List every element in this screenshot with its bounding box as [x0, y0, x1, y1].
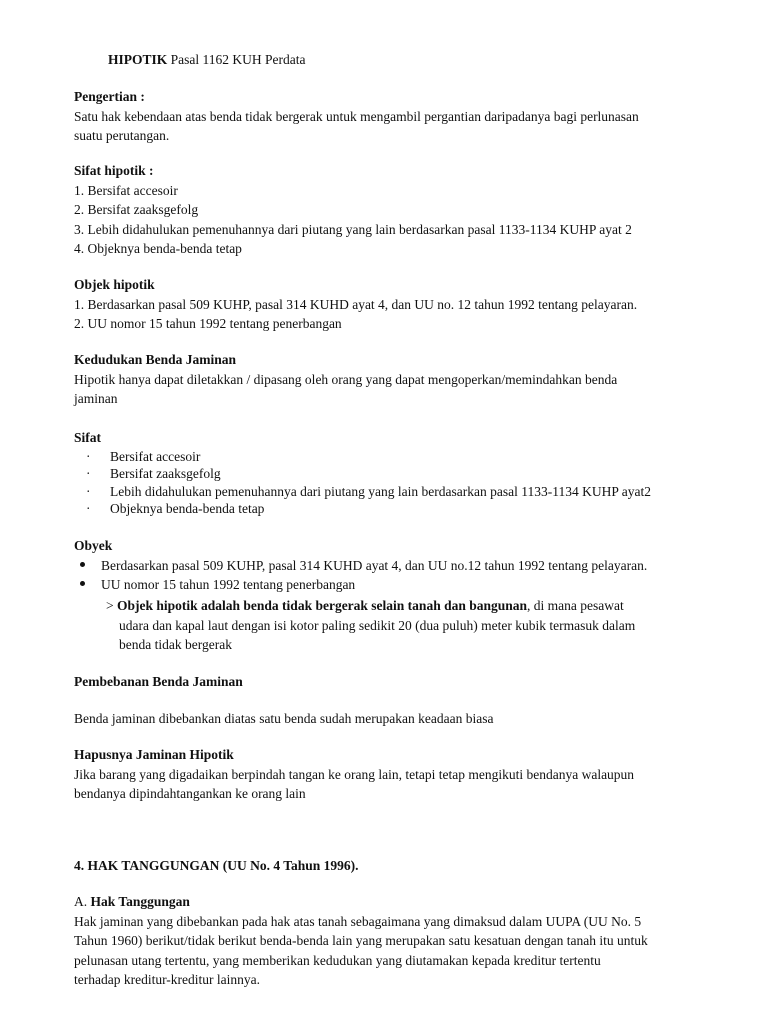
- bullet-list: [74, 556, 746, 595]
- title-bold: HIPOTIK: [108, 52, 168, 67]
- heading-pengertian: Pengertian :: [74, 89, 145, 104]
- paragraph-line: suatu perutangan.: [74, 128, 170, 143]
- middot-marker: ·: [86, 501, 91, 516]
- list-item: 3. Lebih didahulukan pemenuhannya dari piutang yang lain berdasarkan pasal 1133-1134 KUHP ayat 2: [74, 221, 632, 237]
- section-obyek: [74, 536, 746, 595]
- section-sifat: [74, 428, 746, 518]
- list-item-text: UU nomor 15 tahun 1992 tentang penerbangan: [101, 577, 356, 592]
- section-sifat-hipotik: [74, 161, 746, 259]
- paragraph-line: Hipotik hanya dapat diletakkan / dipasang oleh orang yang dapat mengoperkan/memindahkan benda: [74, 371, 618, 387]
- list-item-text: Bersifat accesoir: [110, 448, 201, 464]
- list-item-text: Objeknya benda-benda tetap: [110, 501, 265, 516]
- heading-obyek: Obyek: [74, 538, 113, 553]
- note-prefix: >: [106, 598, 117, 613]
- note-line: benda tidak bergerak: [119, 637, 232, 652]
- note-first-line: [106, 596, 746, 616]
- list-item: 1. Bersifat accesoir: [74, 182, 178, 198]
- bullet-icon: [80, 562, 85, 567]
- heading-kedudukan: Kedudukan Benda Jaminan: [74, 352, 237, 367]
- paragraph-line: Satu hak kebendaan atas benda tidak bergerak untuk mengambil pergantian daripadanya bagi perlunasan: [74, 108, 639, 124]
- list-item: 2. UU nomor 15 tahun 1992 tentang penerbangan: [74, 316, 342, 331]
- list-item: [74, 500, 746, 518]
- list-item: [74, 556, 746, 576]
- subheading-prefix: A.: [74, 894, 91, 909]
- paragraph-line: Jika barang yang digadaikan berpindah tangan ke orang lain, tetapi tetap mengikuti bendanya walaupun: [74, 766, 635, 782]
- paragraph-line: Tahun 1960) berikut/tidak berikut benda-benda lain yang merupakan satu kesatuan dengan tanah itu untuk: [74, 933, 648, 948]
- subheading-label: Hak Tanggungan: [90, 894, 190, 909]
- heading-pembebanan: Pembebanan Benda Jaminan: [74, 674, 243, 689]
- list-item-text: Berdasarkan pasal 509 KUHP, pasal 314 KUHD ayat 4, dan UU no.12 tahun 1992 tentang pelayaran.: [101, 557, 648, 573]
- obyek-note: [106, 596, 746, 655]
- paragraph-line: Hak jaminan yang dibebankan pada hak atas tanah sebagaimana yang dimaksud dalam UUPA (UU No. 5: [74, 913, 642, 929]
- note-bold: Objek hipotik adalah benda tidak bergerak selain tanah dan bangunan: [117, 598, 528, 613]
- heading-hapusnya: Hapusnya Jaminan Hipotik: [74, 747, 234, 762]
- section-kedudukan: [74, 350, 746, 409]
- pembebanan-text: Benda jaminan dibebankan diatas satu benda sudah merupakan keadaan biasa: [74, 711, 494, 726]
- paragraph-line: terhadap kreditur-kreditur lainnya.: [74, 972, 261, 987]
- list-item-text: Lebih didahulukan pemenuhannya dari piutang yang lain berdasarkan pasal 1133-1134 KUHP ayat2: [110, 483, 651, 499]
- section-pengertian: [74, 87, 746, 146]
- middot-marker: ·: [86, 448, 91, 464]
- section-hak-tanggungan: [74, 892, 746, 990]
- bullet-icon: [80, 581, 85, 586]
- list-item: [74, 448, 746, 466]
- middot-list: [74, 448, 746, 518]
- list-item: 4. Objeknya benda-benda tetap: [74, 241, 242, 256]
- heading-sifat: Sifat: [74, 430, 101, 445]
- heading-objek-hipotik: Objek hipotik: [74, 277, 155, 292]
- note-rest: , di mana pesawat: [527, 598, 624, 613]
- section-hapusnya: [74, 745, 746, 804]
- list-item: 2. Bersifat zaaksgefolg: [74, 202, 199, 217]
- section-objek-hipotik: [74, 275, 746, 334]
- middot-marker: ·: [86, 483, 91, 499]
- paragraph-line: bendanya dipindahtangankan ke orang lain: [74, 786, 306, 801]
- middot-marker: ·: [86, 466, 91, 481]
- list-item: [74, 465, 746, 483]
- paragraph-line: jaminan: [74, 391, 118, 406]
- document-title: [108, 50, 768, 70]
- list-item: 1. Berdasarkan pasal 509 KUHP, pasal 314 KUHD ayat 4, dan UU no. 12 tahun 1992 tentang pelayaran.: [74, 296, 638, 312]
- list-item: [74, 575, 746, 595]
- note-line: udara dan kapal laut dengan isi kotor paling sedikit 20 (dua puluh) meter kubik termasuk dalam: [119, 617, 636, 633]
- list-item: [74, 483, 746, 501]
- title-rest: Pasal 1162 KUH Perdata: [167, 52, 306, 67]
- section-title-hak-tanggungan: 4. HAK TANGGUNGAN (UU No. 4 Tahun 1996).: [74, 858, 359, 873]
- list-item-text: Bersifat zaaksgefolg: [110, 466, 221, 481]
- subheading-hak-tanggungan: [74, 892, 746, 912]
- paragraph-line: pelunasan utang tertentu, yang memberikan kedudukan yang diutamakan kepada kreditur tertentu: [74, 952, 601, 968]
- heading-sifat-hipotik: Sifat hipotik :: [74, 163, 154, 178]
